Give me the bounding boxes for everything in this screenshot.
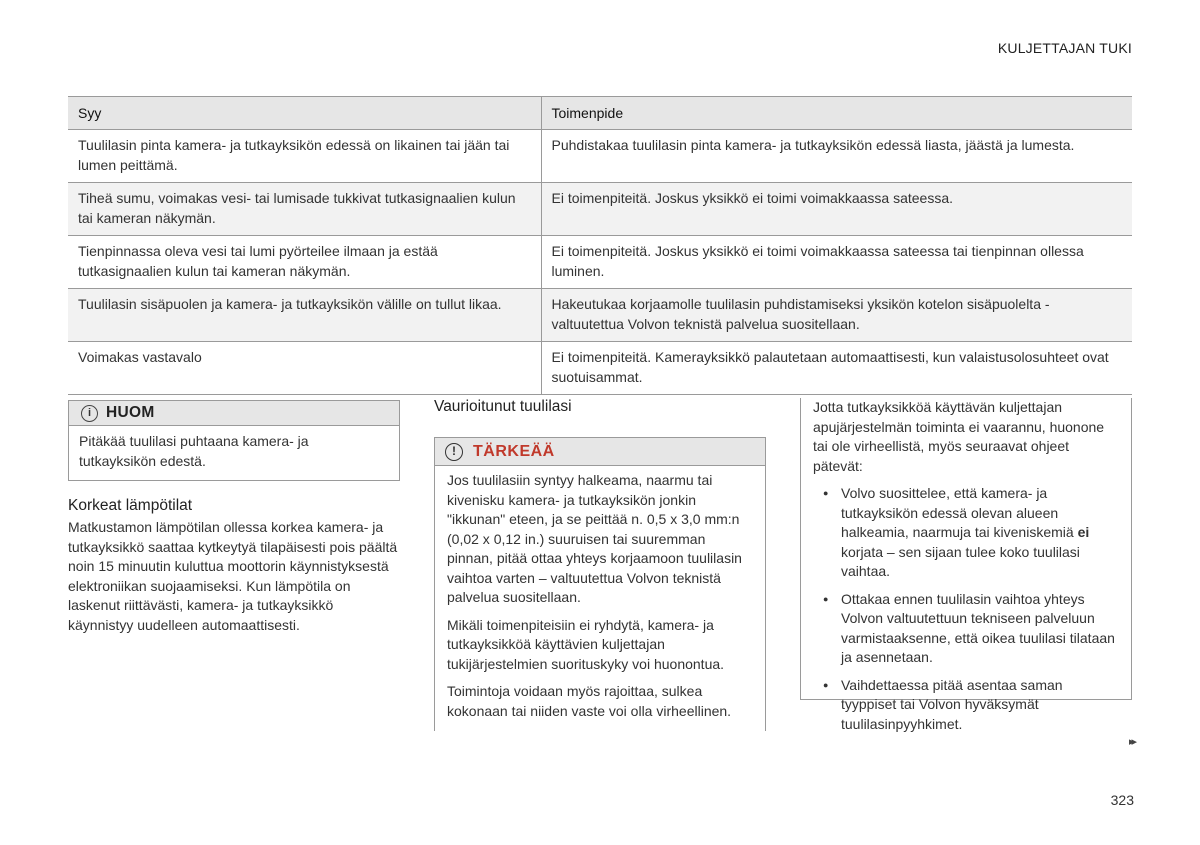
high-temperature-heading: Korkeat lämpötilat — [68, 497, 193, 514]
info-icon: i — [81, 405, 98, 422]
action-cell: Ei toimenpiteitä. Kamerayksikkö palautetaan automaattisesti, kun valaistusolosuhteet ovat suotuisammat. — [541, 342, 1132, 395]
note-text: Pitäkää tuulilasi puhtaana kamera- ja tutkayksikön edestä. — [79, 433, 309, 469]
troubleshooting-table — [68, 96, 1132, 395]
table-row — [68, 289, 1132, 342]
note-header — [69, 401, 399, 426]
column-header-cause: Syy — [68, 97, 541, 130]
important-title: TÄRKEÄÄ — [473, 442, 555, 460]
important-paragraph: Mikäli toimenpiteisiin ei ryhdytä, kamera- ja tutkayksikköä käyttävien kuljettajan tukijärjestelmien suorituskyky voi huonontua. — [447, 616, 725, 672]
double-arrow-right-icon: ▸▸ — [1128, 736, 1134, 748]
note-title: HUOM — [106, 404, 155, 421]
important-paragraph: Jos tuulilasiin syntyy halkeama, naarmu tai kivenisku kamera- ja tutkayksikön jonkin "ikkunan" eteen, ja se peittää n. 0,5 x 3,0 mm:n (0,02 x 0,12 in.) suuruisen tai suuremman pinnan, pitää ottaa yhteys korjaamoon tuulilasin vaihtoa varten – valtuutettua Volvon teknistä palvelua suositellaan. — [447, 472, 742, 605]
action-cell: Puhdistakaa tuulilasin pinta kamera- ja tutkayksikön edessä liasta, jäästä ja lumesta. — [541, 130, 1132, 183]
warning-icon: ! — [445, 443, 463, 461]
cause-cell: Tuulilasin sisäpuolen ja kamera- ja tutkayksikön välille on tullut likaa. — [68, 289, 541, 342]
cause-cell: Tuulilasin pinta kamera- ja tutkayksikön edessä on likainen tai jään tai lumen peittämä. — [68, 130, 541, 183]
page-number: 323 — [1110, 792, 1134, 808]
table-row — [68, 342, 1132, 395]
column-header-action: Toimenpide — [541, 97, 1132, 130]
table-header-row — [68, 97, 1132, 130]
action-cell: Ei toimenpiteitä. Joskus yksikkö ei toimi voimakkaassa sateessa tai tienpinnan ollessa luminen. — [541, 236, 1132, 289]
cause-cell: Tienpinnassa oleva vesi tai lumi pyörteilee ilmaan ja estää tutkasignaalien kulun tai kameran näkymän. — [68, 236, 541, 289]
emphasis-text: ei — [1077, 524, 1090, 540]
cause-cell: Voimakas vastavalo — [68, 342, 541, 395]
action-cell: Ei toimenpiteitä. Joskus yksikkö ei toimi voimakkaassa sateessa. — [541, 183, 1132, 236]
guidelines-box — [800, 398, 1132, 732]
guidelines-list — [813, 484, 1119, 734]
table-row — [68, 130, 1132, 183]
important-paragraph: Toimintoja voidaan myös rajoittaa, sulkea kokonaan tai niiden vaste voi olla virheellinen. — [447, 683, 732, 719]
list-item: ● Ottakaa ennen tuulilasin vaihtoa yhteys Volvon valtuutettuun tekniseen palveluun varmistaaksenne, että oikea tuulilasi tilataan ja asennetaan. — [813, 590, 1119, 668]
list-item: ● Vaihdettaessa pitää asentaa saman tyyppiset tai Volvon hyväksymät tuulilasinpyyhkimet. — [813, 676, 1119, 735]
table-row — [68, 236, 1132, 289]
important-body — [434, 466, 766, 731]
section-header: KULJETTAJAN TUKI — [997, 40, 1132, 56]
cause-cell: Tiheä sumu, voimakas vesi- tai lumisade tukkivat tutkasignaalien kulun tai kameran näkymän. — [68, 183, 541, 236]
damaged-windscreen-heading: Vaurioitunut tuulilasi — [434, 398, 572, 415]
important-box — [434, 437, 766, 731]
important-header — [434, 437, 766, 466]
table-row — [68, 183, 1132, 236]
note-box — [68, 400, 400, 481]
high-temperature-text: Matkustamon lämpötilan ollessa korkea kamera- ja tutkayksikkö saattaa kytkeytyä tilapäisesti pois päältä noin 15 minuutin kuluttua moottorin käynnistyksestä elektroniikan suojaamiseksi. Kun lämpötila on laskenut riittävästi, kamera- ja tutkayksikkö käynnistyy uudelleen automaattisesti. — [68, 519, 398, 633]
action-cell: Hakeutukaa korjaamolle tuulilasin puhdistamiseksi yksikön kotelon sisäpuolelta - valtuutettua Volvon teknistä palvelua suositellaan. — [541, 289, 1132, 342]
list-item: ● Volvo suosittelee, että kamera- ja tutkayksikön edessä olevan alueen halkeamia, naarmuja tai kiveniskemiä ei korjata – sen sijaan tulee koko tuulilasi vaihtaa. — [813, 484, 1119, 582]
guidelines-intro: Jotta tutkayksikköä käyttävän kuljettajan apujärjestelmän toiminta ei vaarannu, huonone tai ole virheellistä, myös seuraavat ohjeet pätevät: — [813, 399, 1105, 474]
